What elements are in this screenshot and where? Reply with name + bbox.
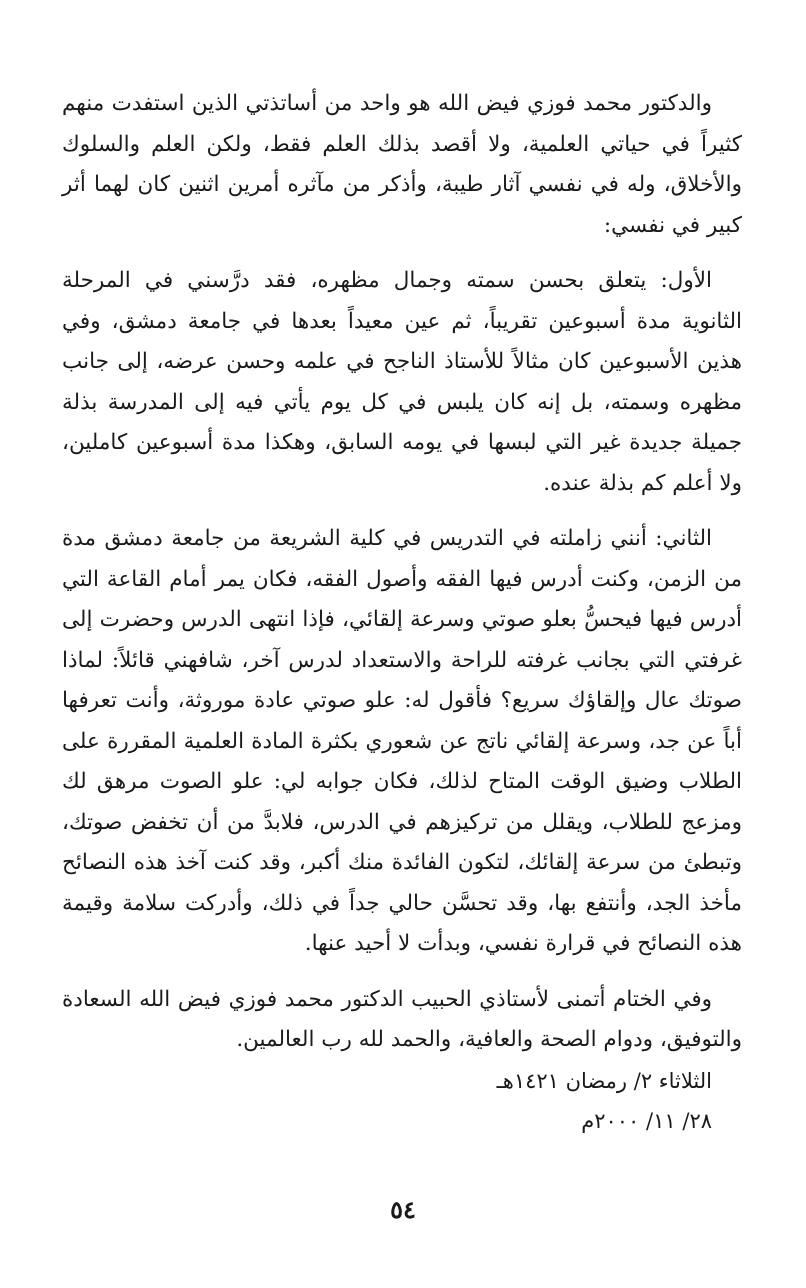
paragraph-closing: وفي الختام أتمنى لأستاذي الحبيب الدكتور محمد فوزي فيض الله السعادة والتوفيق، ودوام الصحة والعافية، والحمد لله رب العالمين.: [62, 986, 742, 1052]
page-number: ٥٤: [390, 1195, 416, 1224]
page-body: [62, 84, 742, 1141]
paragraph-first-point: الأول: يتعلق بحسن سمته وجمال مظهره، فقد درَّسني في المرحلة الثانوية مدة أسبوعين تقريباً، ثم عين معيداً بعدها في جامعة دمشق، وفي هذين الأسبوعين كان مثالاً للأستاذ الناجح في علمه وحسن عرضه، إلى جانب مظهره وسمته، بل إنه كان يلبس في كل يوم يأتي فيه إلى المدرسة بذلة جميلة جديدة غير التي لبسها في يومه السابق، وهكذا مدة أسبوعين كاملين، ولا أعلم كم بذلة عنده.: [62, 268, 742, 496]
date-hijri: الثلاثاء ٢/ رمضان ١٤٢١هـ: [496, 1068, 712, 1093]
date-gregorian: ٢٨/ ١١/ ٢٠٠٠م: [581, 1108, 712, 1133]
paragraph-intro: والدكتور محمد فوزي فيض الله هو واحد من أساتذتي الذين استفدت منهم كثيراً في حياتي العلمية، ولا أقصد بذلك العلم فقط، ولكن العلم والسلوك والأخلاق، وله في نفسي آثار طيبة، وأذكر من مآثره أمرين اثنين كان لهما أثر كبير في نفسي:: [62, 91, 742, 238]
paragraph-second-point: الثاني: أنني زاملته في التدريس في كلية الشريعة من جامعة دمشق مدة من الزمن، وكنت أدرس فيها الفقه وأصول الفقه، فكان يمر أمام القاعة التي أدرس فيها فيحسُّ بعلو صوتي وسرعة إلقائي، فإذا انتهى الدرس وحضرت إلى غرفتي التي بجانب غرفته للراحة والاستعداد لدرس آخر، شافهني قائلاً: لماذا صوتك عال وإلقاؤك سريع؟ فأقول له: علو صوتي عادة موروثة، وأنت تعرفها أباً عن جد، وسرعة إلقائي ناتج عن شعوري بكثرة المادة العلمية المقررة على الطلاب وضيق الوقت المتاح لذلك، فكان جوابه لي: علو الصوت مرهق لك ومزعج للطلاب، ويقلل من تركيزهم في الدرس، فلابدَّ من أن تخفض صوتك، وتبطئ من سرعة إلقائك، لتكون الفائدة منك أكبر، وقد كنت آخذ هذه النصائح مأخذ الجد، وأنتفع بها، وقد تحسَّن حالي جداً في ذلك، وأدركت سلامة وقيمة هذه النصائح في قرارة نفسي، وبدأت لا أحيد عنها.: [62, 526, 742, 956]
